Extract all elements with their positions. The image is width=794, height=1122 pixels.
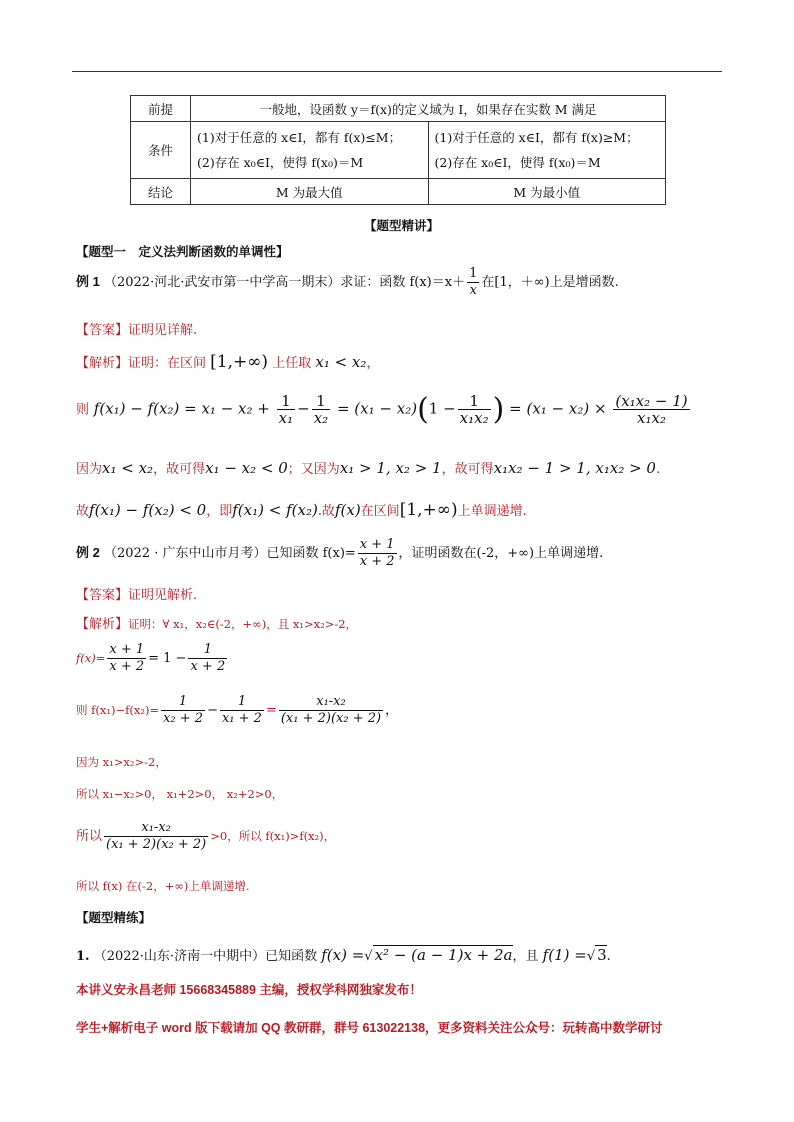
q-end: . [606,949,611,964]
example1-statement [76,266,619,299]
frac-den: x + 2 [109,659,145,674]
example2-so3: 所以 f(x) 在(-2，+∞)上单调递增. [76,879,250,893]
q-label: 1. [76,949,90,964]
eq-left: f(x₁) − f(x₂) = x₁ − x₂ + [93,399,270,418]
eq-mid2: = (x₁ − x₂) × [509,399,607,418]
frac-den: x₂ + 2 [163,711,204,726]
q-text: （2022·山东·济南一中期中）已知函数 [93,949,318,964]
q-sqrt3: 3 [597,946,607,964]
condition-min-2: (2)存在 x₀∈I，使得 f(x₀)＝M [434,155,601,170]
frac [161,694,205,727]
math: x₁x₂ − 1 > 1, x₁x₂ > 0 [493,459,656,477]
definition-table [130,95,666,205]
example2-so2 [76,820,335,853]
example1-source: （2022·河北·武安市第一中学高一期末）求证：函数 f(x)＝x＋ [103,275,466,290]
frac-big [613,393,689,426]
text: 在区间 [360,504,400,519]
table-conclusion-min: M 为最小值 [428,179,666,205]
section-title-jingjiang: 【题型精讲】 [364,219,440,233]
example2-source: （2022 · 广东中山市月考）已知函数 f(x)= [103,546,356,561]
math: f(x) [334,501,361,519]
example2-analysis [76,613,357,632]
footer-line-1: 本讲义安永昌老师 15668345889 主编，授权学科网独家发布！ [76,983,422,997]
eq-mid1: = (x₁ − x₂) [336,399,418,418]
table-conclusion-max: M 为最大值 [191,179,429,205]
q-mid: ，且 [512,949,539,964]
interval: [1,+∞) [399,500,458,520]
example2-because: 因为 x₁>x₂>-2， [76,755,167,769]
eq: = [265,703,277,718]
header-rule [72,71,722,72]
example1-tail: 在[1，＋∞)上是增函数. [481,275,619,290]
analysis-text: 证明：在区间 [128,356,207,371]
table-condition-max [191,122,429,179]
text: >0，所以 f(x₁)>f(x₂)， [210,829,336,843]
frac-den: x + 2 [190,659,226,674]
table-head-condition: 条件 [131,122,191,179]
frac-den: x₁x₂ [459,409,489,427]
frac-num: 1 [220,694,264,711]
fx-label: f(x)= [76,651,106,665]
type1-title: 【题型一 定义法判断函数的单调性】 [76,245,289,259]
frac-1-x2: $\frac{1}{\text{x₂}}$ [313,392,329,427]
footer-line-2: 学生+解析电子 word 版下载请加 QQ 教研群，群号 613022138，更多资料关注公众号：玩转高中数学研讨 [76,1021,663,1035]
frac [107,642,146,675]
frac-1-x1x2: $\frac{1}{\text{x₁x₂}}$ [459,392,489,427]
example1-label: 例 1 [76,274,100,289]
frac-num: x + 1 [359,537,395,552]
example1-fraction [467,266,479,299]
example1-answer [76,319,197,338]
text: ，即 [206,504,233,519]
analysis-tag: 【解析】 [76,617,129,632]
example1-analysis-line1: 【解析】证明：在区间 [1,+∞) 上任取 x₁ < x₂， [76,352,380,372]
answer-tag: 【答案】 [76,588,129,603]
frac-num: x₁-x₂ [279,694,383,711]
answer-text: 证明见详解. [128,323,198,338]
example2-diff [76,694,398,727]
condition-max-1: (1)对于任意的 x∈I，都有 f(x)≤M； [197,130,402,145]
frac-num: x + 1 [109,642,145,657]
frac-num: 1 [188,642,227,659]
question-1: 1. （2022·山东·济南一中期中）已知函数 f(x) =√ x² − (a − 1)x + 2a，且 f(1) =√ 3. [76,946,611,964]
table-condition-min [428,122,666,179]
example1-conclusion [76,500,527,520]
analysis-tag: 【解析】 [76,356,129,371]
text: ，故可得 [153,462,206,477]
frac-num: 1 [469,266,478,281]
frac-den: x₁ [278,409,294,427]
text: 所以 [76,829,103,844]
analysis-text-b: 上任取 [272,356,312,371]
frac-den: (x₁ + 2)(x₂ + 2) [106,837,207,852]
text: 上单调递增. [457,504,527,519]
example1-because: 因为x₁ < x₂，故可得x₁ − x₂ < 0；又因为x₁ > 1, x₂ > 1，故可得x₁x₂ − 1 > 1, x₁x₂ > 0. [76,459,661,477]
practice-title: 【题型精练】 [76,911,152,925]
example2-answer [76,584,197,603]
minus: − [207,703,218,718]
text: .故 [317,504,335,519]
frac [104,820,208,853]
condition-min-1: (1)对于任意的 x∈I，都有 f(x)≥M； [434,130,639,145]
example2-label: 例 2 [76,545,100,560]
example2-fraction [358,537,397,570]
text: 因为 [76,462,103,477]
frac [220,694,264,727]
table-premise-text: 一般地，设函数 y＝f(x)的定义域为 I，如果存在实数 M 满足 [191,96,666,122]
example1-equation: 则 f(x₁) − f(x₂) = x₁ − x₂ + $\frac{1}{\text{x₁}}$ − $\frac{1}{\text{x₂}}$ = (x₁ − x₂)(1 − $\frac{1}{\text{x₁x₂}}$ ) = (x₁ − x₂) × $\frac{\text{(x₁x₂ − 1)}}{\text{x₁x₂}}$ [76,392,688,427]
condition-max-2: (2)存在 x₀∈I，使得 f(x₀)＝M [197,155,364,170]
frac-1-x1: $\frac{1}{\text{x₁}}$ [278,392,294,427]
text: ；又因为 [287,462,340,477]
answer-text: 证明见解析. [128,588,198,603]
frac-den: (x₁ + 2)(x₂ + 2) [280,711,382,726]
table-head-conclusion: 结论 [131,179,191,205]
frac-den: x₁x₂ [637,409,666,427]
diff-label: 则 f(x₁)−f(x₂)= [76,703,160,717]
text: 故 [76,504,90,519]
frac-num: x₁-x₂ [104,820,208,837]
frac-den: x₁ + 2 [221,711,262,726]
table-head-premise: 前提 [131,96,191,122]
then-label: 则 [76,402,90,418]
example2-tail: ，证明函数在(-2，+∞)上单调递增. [398,546,604,561]
frac-num: 1 [161,694,205,711]
comma: ， [385,703,399,718]
frac [279,694,383,727]
analysis-text: 证明：∀ x₁，x₂∈(-2，+∞)，且 x₁>x₂>-2， [128,617,358,631]
x1-lt-x2: x₁ < x₂ [315,353,367,371]
math: x₁ − x₂ < 0 [205,459,288,477]
q-fx: f(x) = [321,946,365,964]
example2-statement [76,537,603,570]
text: ，故可得 [441,462,494,477]
eq-one-minus: 1 − [428,399,456,418]
interval: [1,+∞) [210,352,269,372]
math: f(x₁) < f(x₂) [232,501,318,519]
frac [188,642,227,675]
example2-so1: 所以 x₁−x₂>0， x₁+2>0， x₂+2>0， [76,787,284,801]
example2-fx [76,642,229,675]
frac-den: x₂ [313,409,329,427]
fx-eq: = 1 − [148,651,187,666]
math: x₁ < x₂ [102,459,154,477]
answer-tag: 【答案】 [76,323,129,338]
frac-num: (x₁x₂ − 1) [615,392,688,410]
q-f1: f(1) = [542,946,587,964]
math: f(x₁) − f(x₂) < 0 [89,501,207,519]
frac-den: x + 2 [359,554,395,569]
math: x₁ > 1, x₂ > 1 [339,459,442,477]
frac-den: x [469,283,477,298]
q-radicand: x² − (a − 1)x + 2a [374,946,513,964]
